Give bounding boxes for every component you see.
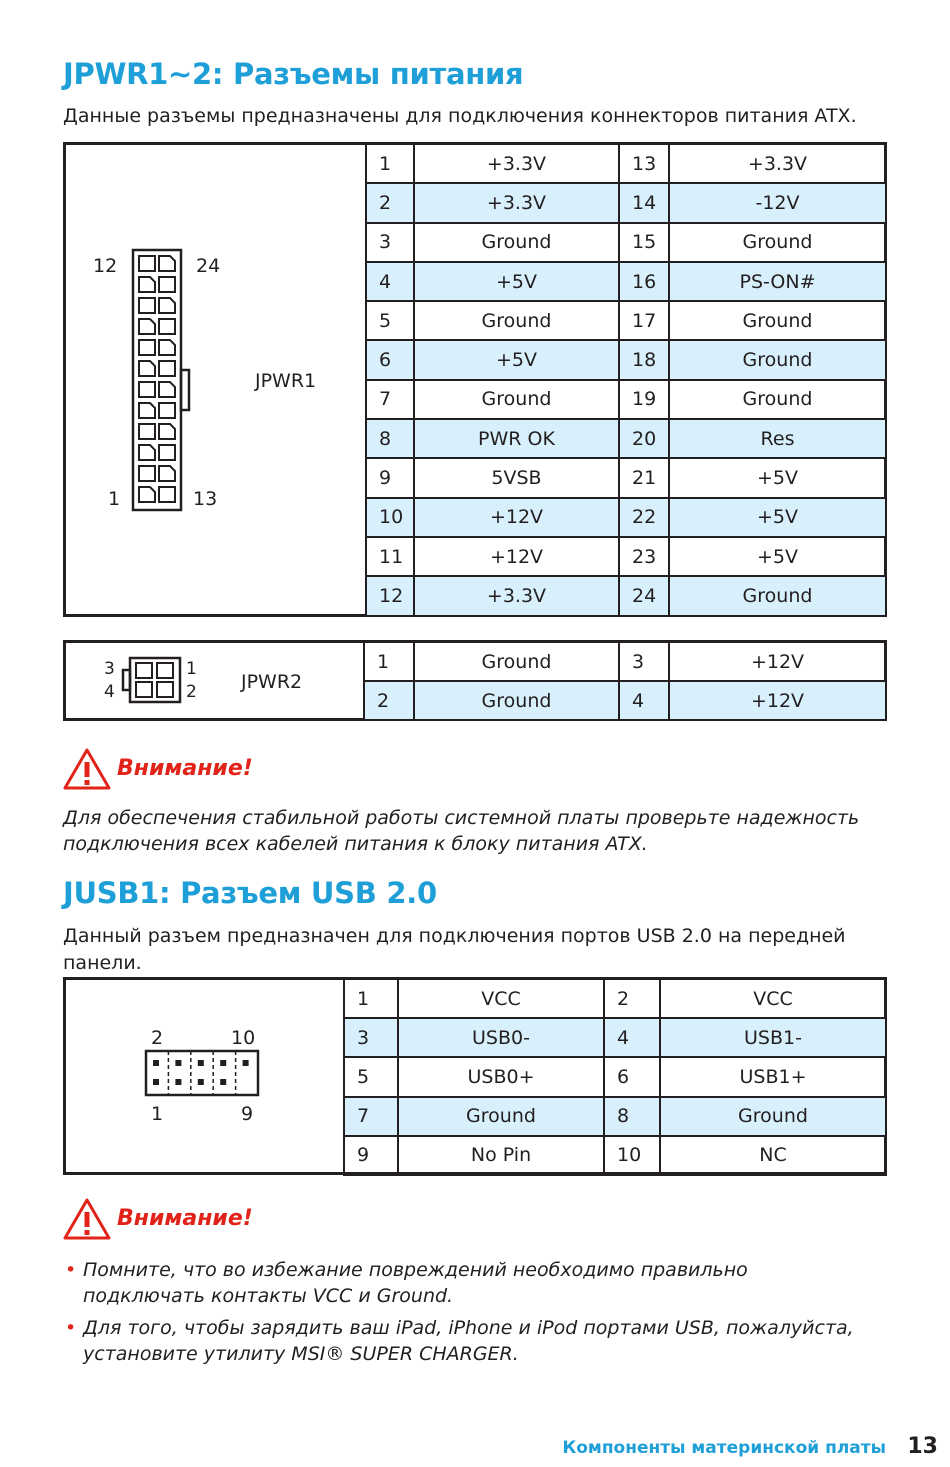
connector-pin — [139, 298, 155, 313]
pin-number: 4 — [619, 681, 669, 720]
jpwr1-pin-24-label: 24 — [196, 255, 221, 277]
connector-pin — [198, 1060, 204, 1066]
pin-signal: USB0- — [398, 1018, 604, 1057]
pin-signal: 5VSB — [414, 458, 619, 497]
pin-number: 23 — [619, 537, 669, 576]
pin-number: 19 — [619, 380, 669, 419]
pin-signal: Ground — [669, 380, 886, 419]
pin-row — [344, 1097, 886, 1136]
jusb-section-title: JUSB1: Разъем USB 2.0 — [63, 876, 437, 910]
pin-number: 14 — [619, 183, 669, 222]
pin-row — [366, 340, 886, 379]
pin-row — [366, 458, 886, 497]
pin-number: 8 — [366, 419, 414, 458]
pin-number: 16 — [619, 262, 669, 301]
pin-signal: No Pin — [398, 1136, 604, 1175]
pin-signal: USB0+ — [398, 1057, 604, 1096]
page-number: 13 — [907, 1434, 938, 1459]
pin-number: 24 — [619, 576, 669, 615]
pin-signal: PS-ON# — [669, 262, 886, 301]
pin-row — [366, 262, 886, 301]
jpwr2-label: JPWR2 — [241, 671, 303, 693]
jusb1-pin-1-label: 1 — [151, 1103, 164, 1125]
connector-pin — [159, 424, 175, 439]
pin-number: 4 — [366, 262, 414, 301]
pin-signal: Ground — [660, 1097, 886, 1136]
pin-row — [344, 1018, 886, 1057]
jusb-description: Данный разъем предназначен для подключения портов USB 2.0 на передней панели. — [63, 925, 846, 974]
connector-pin — [139, 466, 155, 481]
jusb1-pin-2-label: 2 — [151, 1027, 164, 1049]
jpwr1-pin-1-label: 1 — [108, 488, 121, 510]
pin-signal: PWR OK — [414, 419, 619, 458]
pin-signal: +12V — [414, 537, 619, 576]
jpwr2-connector-diagram — [118, 655, 188, 707]
pin-signal: +5V — [669, 537, 886, 576]
pin-number: 9 — [366, 458, 414, 497]
jusb1-connector-diagram — [143, 1048, 263, 1100]
pin-signal: Ground — [414, 681, 619, 720]
pin-signal: -12V — [669, 183, 886, 222]
connector-pin — [159, 403, 175, 418]
jpwr1-pin-13-label: 13 — [193, 488, 218, 510]
pin-signal: Res — [669, 419, 886, 458]
pin-number: 15 — [619, 223, 669, 262]
pin-number: 3 — [344, 1018, 398, 1057]
connector-pin — [139, 361, 155, 376]
pin-signal: +3.3V — [414, 183, 619, 222]
pin-number: 10 — [366, 498, 414, 537]
connector-pin — [175, 1079, 181, 1085]
connector-pin — [139, 403, 155, 418]
connector-pin — [139, 277, 155, 292]
pin-signal: +12V — [414, 498, 619, 537]
connector-pin — [159, 487, 175, 502]
connector-pin — [159, 445, 175, 460]
pin-signal: Ground — [669, 301, 886, 340]
pin-number: 6 — [366, 340, 414, 379]
pin-number: 2 — [364, 681, 414, 720]
pin-signal: Ground — [414, 301, 619, 340]
connector-pin — [153, 1060, 159, 1066]
pin-number: 12 — [366, 576, 414, 615]
jusb-warning-bullet: • Для того, чтобы зарядить ваш iPad, iPhone и iPod портами USB, пожалуйста, установите утилиту MSI® SUPER CHARGER. — [63, 1315, 873, 1367]
connector-pin — [159, 277, 175, 292]
pin-row — [366, 576, 886, 615]
pin-number: 3 — [366, 223, 414, 262]
jpwr2-pin-1-label: 1 — [186, 659, 197, 679]
pin-row — [364, 681, 886, 720]
pin-signal: +3.3V — [414, 144, 619, 183]
pin-number: 1 — [366, 144, 414, 183]
pin-number: 1 — [364, 642, 414, 681]
jpwr2-pin-4-label: 4 — [104, 682, 115, 702]
jpwr1-connector-diagram — [90, 240, 230, 520]
connector-pin — [198, 1079, 204, 1085]
pin-signal: +5V — [669, 458, 886, 497]
pin-signal: VCC — [398, 979, 604, 1018]
pin-signal: +3.3V — [669, 144, 886, 183]
connector-pin — [159, 340, 175, 355]
pin-number: 18 — [619, 340, 669, 379]
warning-icon — [63, 1197, 111, 1241]
pin-signal: +12V — [669, 642, 886, 681]
pin-signal: VCC — [660, 979, 886, 1018]
jusb-warning-bullet: • Помните, что во избежание повреждений необходимо правильно подключать контакты VCC и Ground. — [63, 1257, 873, 1309]
connector-pin — [159, 466, 175, 481]
pin-number: 21 — [619, 458, 669, 497]
pin-number: 8 — [604, 1097, 660, 1136]
pin-signal: Ground — [414, 223, 619, 262]
pin-number: 4 — [604, 1018, 660, 1057]
pin-number: 3 — [619, 642, 669, 681]
pin-signal: +3.3V — [414, 576, 619, 615]
jpwr-warning-text: Для обеспечения стабильной работы системной платы проверьте надежность подключения всех кабелей питания к блоку питания ATX. — [63, 807, 860, 855]
pin-row — [344, 979, 886, 1018]
jpwr2-pin-table — [363, 641, 887, 721]
pin-number: 10 — [604, 1136, 660, 1175]
pin-signal: +12V — [669, 681, 886, 720]
jusb-warning-list — [63, 1257, 873, 1373]
pin-signal: NC — [660, 1136, 886, 1175]
connector-pin — [159, 319, 175, 334]
pin-signal: +5V — [669, 498, 886, 537]
connector-pin — [139, 382, 155, 397]
jusb-warning-title: Внимание! — [117, 1206, 253, 1231]
pin-row — [366, 223, 886, 262]
connector-pin — [153, 1079, 159, 1085]
pin-row — [366, 183, 886, 222]
pin-number: 6 — [604, 1057, 660, 1096]
pin-number: 22 — [619, 498, 669, 537]
pin-number: 9 — [344, 1136, 398, 1175]
jpwr2-pin-2-label: 2 — [186, 682, 197, 702]
connector-pin — [220, 1060, 226, 1066]
pin-row — [366, 419, 886, 458]
pin-row — [344, 1057, 886, 1096]
pin-row — [366, 537, 886, 576]
connector-pin — [139, 340, 155, 355]
pin-signal: Ground — [414, 642, 619, 681]
pin-signal: +5V — [414, 340, 619, 379]
pin-number: 2 — [604, 979, 660, 1018]
pin-number: 5 — [366, 301, 414, 340]
pin-number: 13 — [619, 144, 669, 183]
footer-section-name: Компоненты материнской платы — [562, 1438, 886, 1458]
pin-number: 2 — [366, 183, 414, 222]
connector-pin — [139, 319, 155, 334]
pin-signal: Ground — [398, 1097, 604, 1136]
connector-pin — [159, 361, 175, 376]
connector-pin — [159, 256, 175, 271]
jpwr-section-title: JPWR1~2: Разъемы питания — [63, 57, 524, 91]
connector-pin — [139, 424, 155, 439]
jpwr1-label: JPWR1 — [255, 370, 317, 392]
pin-signal: +5V — [414, 262, 619, 301]
jpwr-warning-title: Внимание! — [117, 756, 253, 781]
connector-pin — [243, 1060, 249, 1066]
jpwr-description: Данные разъемы предназначены для подключения коннекторов питания ATX. — [63, 105, 857, 127]
pin-signal: Ground — [669, 340, 886, 379]
connector-pin — [139, 487, 155, 502]
pin-row — [366, 144, 886, 183]
pin-signal: USB1+ — [660, 1057, 886, 1096]
connector-pin — [159, 298, 175, 313]
jpwr1-pin-12-label: 12 — [93, 255, 118, 277]
connector-pin — [139, 256, 155, 271]
jusb1-pin-10-label: 10 — [231, 1027, 256, 1049]
pin-number: 1 — [344, 979, 398, 1018]
pin-row — [366, 498, 886, 537]
pin-row — [366, 301, 886, 340]
pin-number: 5 — [344, 1057, 398, 1096]
jpwr1-pin-table — [365, 143, 887, 617]
connector-pin — [175, 1060, 181, 1066]
pin-row — [366, 380, 886, 419]
pin-number: 20 — [619, 419, 669, 458]
pin-signal: Ground — [669, 576, 886, 615]
pin-signal: Ground — [669, 223, 886, 262]
warning-icon — [63, 747, 111, 791]
jusb1-pin-9-label: 9 — [241, 1103, 254, 1125]
pin-row — [344, 1136, 886, 1175]
connector-pin — [139, 445, 155, 460]
jpwr2-pin-3-label: 3 — [104, 659, 115, 679]
pin-signal: Ground — [414, 380, 619, 419]
pin-number: 11 — [366, 537, 414, 576]
pin-number: 7 — [344, 1097, 398, 1136]
jusb1-pin-table — [343, 978, 887, 1176]
pin-row — [364, 642, 886, 681]
pin-signal: USB1- — [660, 1018, 886, 1057]
pin-number: 7 — [366, 380, 414, 419]
connector-pin — [220, 1079, 226, 1085]
connector-pin — [159, 382, 175, 397]
pin-number: 17 — [619, 301, 669, 340]
